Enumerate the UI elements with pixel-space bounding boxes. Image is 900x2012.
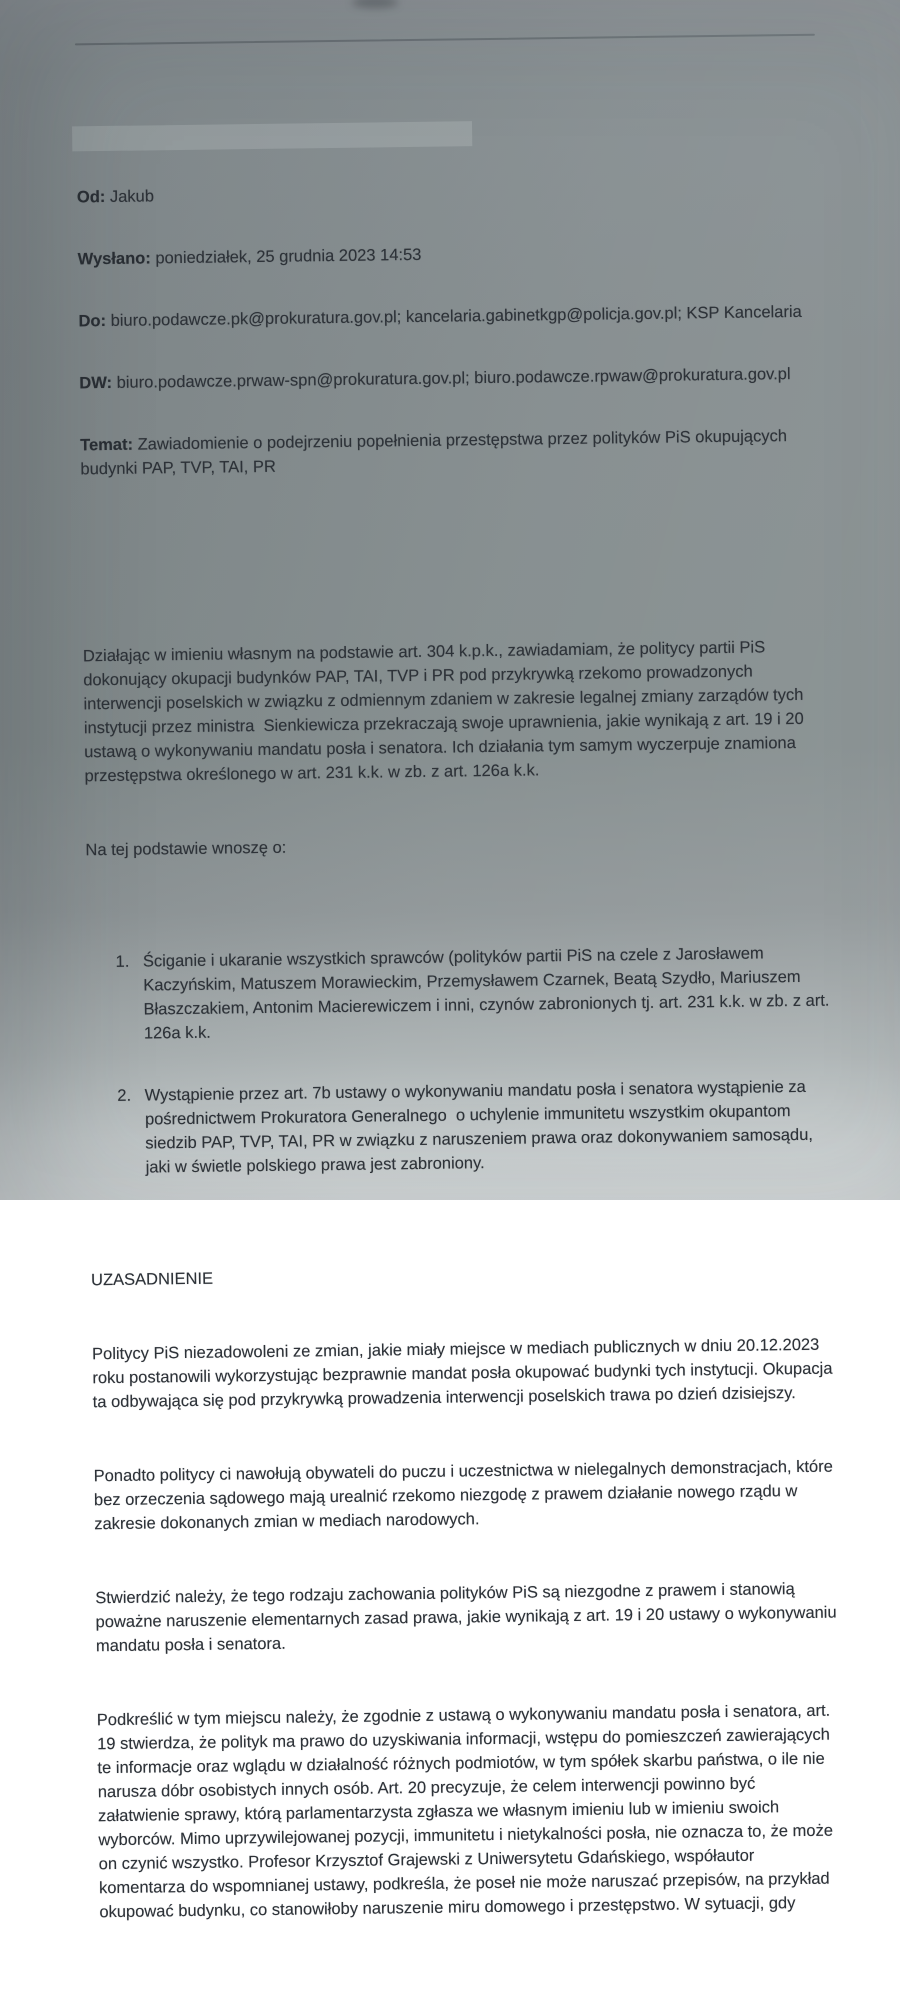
- from-label: Od:: [76, 187, 106, 207]
- from-value: Jakub: [109, 187, 155, 206]
- intro-paragraph: Działając w imieniu własnym na podstawie art. 304 k.p.k., zawiadamiam, że politycy partii PiS dokonujący okupacji budynków PAP, TAI, TVP i PR pod przykrywką rzekomo prowadzonych interwencji poselskich w związku z odmiennym zdaniem w zakresie legalnej zmiany zarządów tych instytucji przez ministra Sienkiewicza przekraczają swoje uprawnienia, jakie wynikają z art. 19 i 20 ustawą o wykonywaniu mandatu posła i senatora. Ich działania tym samym wyczerpuje znamiona przestępstwa określonego w art. 231 k.k. w zb. z art. 126a k.k.: [82, 638, 809, 786]
- email-subject-row: [80, 424, 823, 482]
- subject-label: Temat:: [80, 435, 134, 455]
- to-label: Do:: [78, 311, 107, 331]
- justification-paragraph: Stwierdzić należy, że tego rodzaju zachowania polityków PiS są niezgodne z prawem i stanowią poważne naruszenie elementarnych zasad prawa, jakie wynikają z art. 19 i 20 ustawy o wykonywaniu mandatu posła i senatora.: [95, 1580, 842, 1656]
- subject-value: Zawiadomienie o podejrzeniu popełnienia przestępstwa przez polityków PiS okupujących budynki PAP, TVP, TAI, PR: [80, 427, 792, 479]
- requests-list: [86, 903, 835, 1219]
- email-sent-row: [78, 238, 820, 272]
- list-item: 1. Ściganie i ukaranie wszystkich sprawców (polityków partii PiS na czele z Jarosławem Kaczyńskim, Matuszem Morawieckim, Przemysławem Czarnek, Beatą Szydło, Mariuszem Błaszczakiem, Antonim Macierewiczem i inni, czynów zabronionych tj. art. 231 k.k. w zb. z art. 126a k.k.: [134, 941, 830, 1046]
- to-value: biuro.podawcze.pk@prokuratura.gov.pl; kancelaria.gabinetkgp@policja.gov.pl; KSP Kancelaria: [110, 302, 802, 330]
- justification-paragraph: Ponadto politycy ci nawołują obywateli do puczu i uczestnictwa w nielegalnych demonstracjach, które bez orzeczenia sądowego mają urealnić rzekomo niezgodę z prawem działanie nowego rządu w zakresie dokonanych zmian w mediach narodowych.: [93, 1457, 838, 1534]
- email-from-row: [77, 176, 819, 210]
- request-intro: Na tej podstawie wnoszę o:: [85, 838, 287, 860]
- printed-email-content: [75, 43, 843, 2012]
- email-header-block: [76, 119, 823, 520]
- cc-value: biuro.podawcze.prwaw-spn@prokuratura.gov.pl; biuro.podawcze.rpwaw@prokuratura.gov.pl: [116, 365, 791, 392]
- email-to-row: [78, 300, 820, 334]
- email-body: [82, 597, 842, 1975]
- sent-label: Wysłano:: [77, 249, 151, 269]
- justification-paragraph: Politycy PiS niezadowoleni ze zmian, jakie miały miejsce w mediach publicznych w dniu 20.12.2023 roku postanowili wykorzystując bezprawnie mandat posła okupować budynki tych instytucji. Okupacja ta odbywająca się pod przykrywką prowadzenia interwencji poselskich trawa po dzień dzisiejszy.: [91, 1335, 838, 1412]
- sent-value: poniedziałek, 25 grudnia 2023 14:53: [155, 245, 422, 268]
- email-cc-row: [79, 362, 821, 396]
- justification-heading: UZASADNIENIE: [90, 1269, 214, 1290]
- header-separator-line: [75, 34, 815, 46]
- justification-paragraph: Podkreślić w tym miejscu należy, że zgodnie z ustawą o wykonywaniu mandatu posła i senatora, art. 19 stwierdza, że polityk ma prawo do uzyskiwania informacji, wstępu do pomieszczeń zawierających te informacje oraz wglądu w działalność różnych podmiotów, w tym spółek skarbu państwa, o ile nie narusza dóbr osobistych innych osób. Art. 20 precyzuje, że celem interwencji powinno być załatwienie sprawy, którą parlamentarzysta zgłasza we własnym imieniu lub w imieniu swoich wyborców. Mimo uprzywilejowanej pozycji, immunitetu i nietykalności posła, nie oznacza to, że może on czynić wszystko. Profesor Krzysztof Grajewski z Uniwersytetu Gdańskiego, współautor komentarza do wspomnianej ustawy, podkreśla, że poseł nie może naruszać przepisów, na przykład okupować budynku, co stanowiłoby naruszenie miru domowego i przestępstwo. W sytuacji, gdy: [96, 1701, 838, 1922]
- scan-highlight-band: [72, 121, 472, 151]
- list-item: 2. Wystąpienie przez art. 7b ustawy o wykonywaniu mandatu posła i senatora wystąpienie za pośrednictwem Prokuratora Generalnego o uchylenie immunitetu wszystkim okupantom siedzib PAP, TVP, TAI, PR w związku z naruszeniem prawa oraz dokonywaniem samosądu, jaki w świetle polskiego prawa jest zabroniony.: [136, 1075, 832, 1180]
- photo-smudge-artifact: [352, 0, 398, 8]
- cc-label: DW:: [79, 373, 113, 393]
